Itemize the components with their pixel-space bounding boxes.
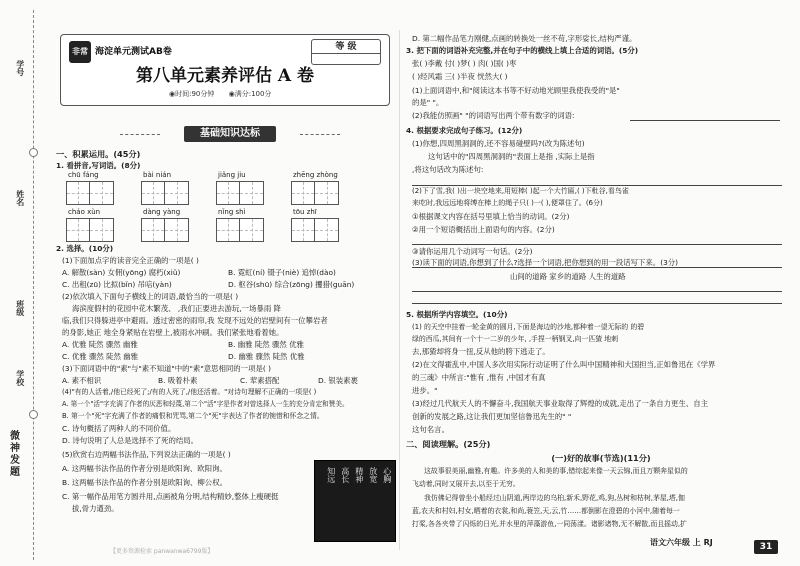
grade-label: 等 级 [312, 40, 380, 54]
binding-strip [0, 0, 50, 566]
passage-line: 蓝,农夫和村妇,村女,晒着的衣裳,和尚,蓑笠,天,云,竹……都倒影在澄碧的小河中,随着每一 [412, 507, 680, 515]
answer-line[interactable] [412, 185, 782, 186]
section-2-title: 二、阅读理解。(25分) [406, 439, 491, 449]
q2-1-option-a: A. 解散(sàn) 女佣(yōng) 腐朽(xiǔ) [62, 268, 181, 277]
answer-line[interactable] [412, 303, 782, 304]
time-limit: ◉时间:90分钟 [169, 90, 215, 98]
q2-1-option-c: C. 出租(zū) 比拟(bǐn) 吊唁(yàn) [62, 280, 172, 289]
q2-5-stem: (5)欣赏右边两幅书法作品,下列说法正确的一项是( ) [62, 450, 231, 459]
passage-line: 打桨,各各夹带了闪烁的日光,并水里的萍藻游鱼,一同荡漾。诸影诸物,无不解散,而且摇动,扩 [412, 520, 687, 528]
pinyin-text: bài nián [143, 171, 172, 179]
pinyin-text: zhēng zhòng [293, 171, 338, 179]
q5-title: 5. 根据所学内容填空。(10分) [406, 310, 508, 319]
q2-2-stem: (2)依次填入下面句子横线上的词语,最恰当的一项是( ) [62, 292, 239, 301]
footer-label: 语文六年级 上 RJ [650, 538, 713, 547]
q2-2-passage: 的身影,她正 地全身紧贴在岩壁上,被雨水冲刷。我们紧张地看着她。 [62, 328, 284, 337]
writing-grid[interactable] [141, 218, 189, 242]
q5-1-cont: 绿的西瓜,其间有一个十一二岁的少年, ,手捏一柄钢叉,向一匹猹 地刺 [412, 335, 619, 343]
writing-grid[interactable] [291, 218, 339, 242]
exam-meta [169, 90, 283, 99]
writing-grid[interactable] [66, 181, 114, 205]
q2-2-passage: 海滨度假村的花园中花木繁茂、 ,我们正要进去游玩,一场暴雨 降 [72, 304, 281, 313]
q3-1: (1)上面词语中,和"阅读这本书等不好动地光顾里我使我受的"是" [412, 86, 620, 95]
q2-4-option-c: C. 诗句概括了两种人的不同价值。 [62, 424, 176, 433]
series-name: 海淀单元测试AB卷 [95, 47, 172, 57]
calligraphy-char: 心胸 [382, 467, 392, 483]
q2-4-option-d: D. 诗句说明了人总是选择不了死的结局。 [62, 436, 199, 445]
q5-3-cont: 创新的发展之路,这让我们更加坚信鲁迅先生的" " [412, 412, 572, 421]
cut-line [33, 10, 34, 560]
q2-2-option-a: A. 优雅 陡然 骤然 幽雅 [62, 340, 138, 349]
passage-line: 我仿佛记得曾坐小船经过山阴道,两岸边的乌桕,新禾,野花,鸡,狗,丛树和枯树,茅屋,塔,伽 [424, 494, 685, 502]
pinyin-text: chū fáng [68, 171, 99, 179]
q2-3-stem: (3)下面词语中的"素"与"素不知道"中的"素"意思相同的一项是( ) [62, 364, 271, 373]
calligraphy-char: 放宽 [368, 467, 378, 483]
q4-1: (1)你想,四周黑洞洞的,还不容易碰壁吗?(改为陈述句) [412, 139, 585, 148]
writing-grid[interactable] [216, 181, 264, 205]
answer-line[interactable] [412, 291, 782, 292]
answer-line[interactable] [412, 244, 782, 245]
school-label: 学校 [15, 370, 25, 386]
publisher-logo: 非常 [69, 41, 91, 63]
watermark-text: 【更多资源检索 panwanwa6799版】 [110, 548, 214, 555]
q2-5-option-c-cont: 拔,骨力遒劲。 [72, 504, 119, 513]
q3-title: 3. 把下面的词语补充完整,并在句子中的横线上填上合适的词语。(5分) [406, 46, 639, 55]
q3-row-2: ( )经风霜 三( )半夜 恍然大( ) [412, 72, 508, 81]
q2-5-option-c: C. 第一幅作品用笔方圆并用,点画被角分明,结构精妙,整体上瘦硬挺 [62, 492, 279, 501]
passage-line: 这故事很美丽,幽雅,有趣。许多美的人和美的事,错综起来像一天云锦,而且万颗奔星似的 [424, 467, 688, 475]
q5-3: (3)经过几代航天人的不懈奋斗,我国航天事业取得了辉煌的成就,走出了一条自力更生、自主 [412, 399, 709, 408]
q2-2-passage: 临,我们只得躲进亭中避雨。透过密密的雨帘,我 发现不远处的岩壁间有一位攀岩者 [62, 316, 328, 325]
pinyin-text: dàng yàng [143, 208, 181, 216]
q4-2-1: ①根据课文内容在括号里填上恰当的动词。(2分) [412, 212, 570, 221]
pinyin-text: jiǎng jiu [218, 171, 246, 179]
q4-2-cont: 来吃时,我远远地将缚在棒上的绳子只( )一( ),便罩住了。(6分) [412, 199, 603, 207]
pinyin-text: tōu zhī [293, 208, 317, 216]
calligraphy-char: 精神 [354, 467, 364, 483]
class-label: 班级 [15, 300, 25, 316]
writing-grid[interactable] [216, 218, 264, 242]
q2-3-option-b: B. 吸着朴素 [158, 376, 198, 385]
q5-1-end: 去,那猹却将身一扭,反从他的胯下逃走了。 [412, 347, 550, 356]
q4-2-2: ②用一个短语概括出上面语句的内容。(2分) [412, 225, 555, 234]
q2-2-option-c: C. 优雅 骤然 陡然 幽雅 [62, 352, 139, 361]
pinyin-text: cháo xùn [68, 208, 101, 216]
q4-1-a: 这句话中的"四周黑洞洞的"表面上是指 ,实际上是指 [428, 152, 595, 161]
q2-5-option-d: D. 第二幅作品笔力刚健,点画的转换处一丝不苟,字形娑长,结构严谨。 [412, 34, 637, 43]
q2-2-option-b: B. 幽雅 陡然 骤然 优雅 [228, 340, 304, 349]
q4-2-3: ③请你运用几个动词写一句话。(2分) [412, 247, 533, 256]
q2-5-option-a: A. 这两幅书法作品的作者分别是欧阳询、欧阳询。 [62, 464, 227, 473]
calligraphy-image [314, 460, 396, 542]
q2-4-option-a: A. 第一个"活"字充满了作者的厌恶和轻蔑,第二个"活"字是作者对曾选择人一生的充分肯定和赞美。 [62, 400, 349, 408]
q2-1-option-b: B. 霓虹(ní) 镊子(niè) 追悼(dào) [228, 268, 336, 277]
banner-rule [300, 134, 340, 135]
q4-1-b: ,将这句话改为陈述句: [412, 165, 484, 174]
header-box [60, 34, 390, 106]
binding-hole [29, 148, 38, 157]
q2-5-option-b: B. 这两幅书法作品的作者分别是欧阳询、柳公权。 [62, 478, 227, 487]
passage-line: 飞动着,同时又展开去,以至于无穷。 [412, 480, 520, 488]
q3-2: (2)我能仿照画" "的词语写出两个带有数字的词语: [412, 111, 575, 120]
banner-text: 基础知识达标 [184, 126, 276, 142]
q2-4-option-b: B. 第一个"死"字充满了作者的痛恨和咒骂,第二个"死"字表达了作者的惋惜和怀念之情。 [62, 412, 324, 420]
q1-title: 1. 看拼音,写词语。(8分) [56, 161, 141, 170]
q2-3-option-a: A. 素不相识 [62, 376, 102, 385]
q5-2: (2)在文得霍乱中,中国人多次用实际行动证明了什么叫中国精神和大国担当,正如鲁迅在《学界 [412, 360, 716, 369]
q4-3-words: 山间的道路 家乡的道路 人生的道路 [510, 272, 626, 281]
q2-1-option-d: D. 枢谷(shū) 综合(zōng) 攫猎(guān) [228, 280, 355, 289]
student-id-label: 学号 [15, 60, 25, 76]
binding-hole [29, 410, 38, 419]
q5-3-end: 这句名言。 [412, 425, 449, 434]
passage-title: (一)好的故事(节选)(11分) [551, 453, 651, 463]
exam-title: 第八单元素养评估 A 卷 [135, 66, 315, 86]
q5-2-end: 进步。" [412, 386, 438, 395]
q4-title: 4. 根据要求完成句子练习。(12分) [406, 126, 523, 135]
full-score: ◉满分:100分 [228, 90, 272, 98]
q3-1-cont: 的是" "。 [412, 98, 444, 107]
section-1-title: 一、积累运用。(45分) [56, 149, 141, 159]
q5-2-cont: 的三魂》中所言:"惟有 ,惟有 ,中国才有真 [412, 373, 546, 382]
q2-title: 2. 选择。(10分) [56, 244, 114, 253]
q2-4-stem: (4)"有的人活着,/他已经死了;/有的人死了,/他还活着。"对诗句理解不正确的一项是( ) [62, 388, 317, 396]
q2-3-option-d: D. 银装素裹 [318, 376, 358, 385]
q5-1: (1) 的天空中挂着一轮金黄的圆月,下面是海边的沙地,都种着一望无际的 的碧 [412, 323, 645, 331]
q4-3: (3)读下面的词语,你想到了什么?选择一个词语,把你想到的用一段话写下来。(3分) [412, 258, 679, 267]
grade-box [311, 39, 381, 65]
q3-row-1: 张( )李戴 付( )梦( ) 肉( )国( )枣 [412, 59, 517, 68]
writing-grid[interactable] [66, 218, 114, 242]
answer-line[interactable] [630, 120, 780, 121]
pinyin-text: nǐng shì [218, 208, 246, 216]
brand-vertical-text: 微神发题 [7, 430, 19, 478]
calligraphy-char: 知远 [326, 467, 336, 483]
q2-1-stem: (1)下面加点字的读音完全正确的一项是( ) [62, 256, 199, 265]
writing-grid[interactable] [141, 181, 189, 205]
q4-2: (2)下了雪,我( )出一块空地来,用短棒( )起一个大竹匾,( )下秕谷,看鸟雀 [412, 187, 629, 195]
banner-rule [120, 134, 160, 135]
name-label: 姓名 [15, 190, 25, 206]
writing-grid[interactable] [291, 181, 339, 205]
q2-3-option-c: C. 荤素搭配 [240, 376, 280, 385]
column-divider [399, 30, 400, 550]
q2-2-option-d: D. 幽雅 骤然 陡然 优雅 [228, 352, 305, 361]
page-number: 31 [754, 540, 778, 554]
section-banner [130, 126, 330, 142]
calligraphy-char: 高长 [340, 467, 350, 483]
